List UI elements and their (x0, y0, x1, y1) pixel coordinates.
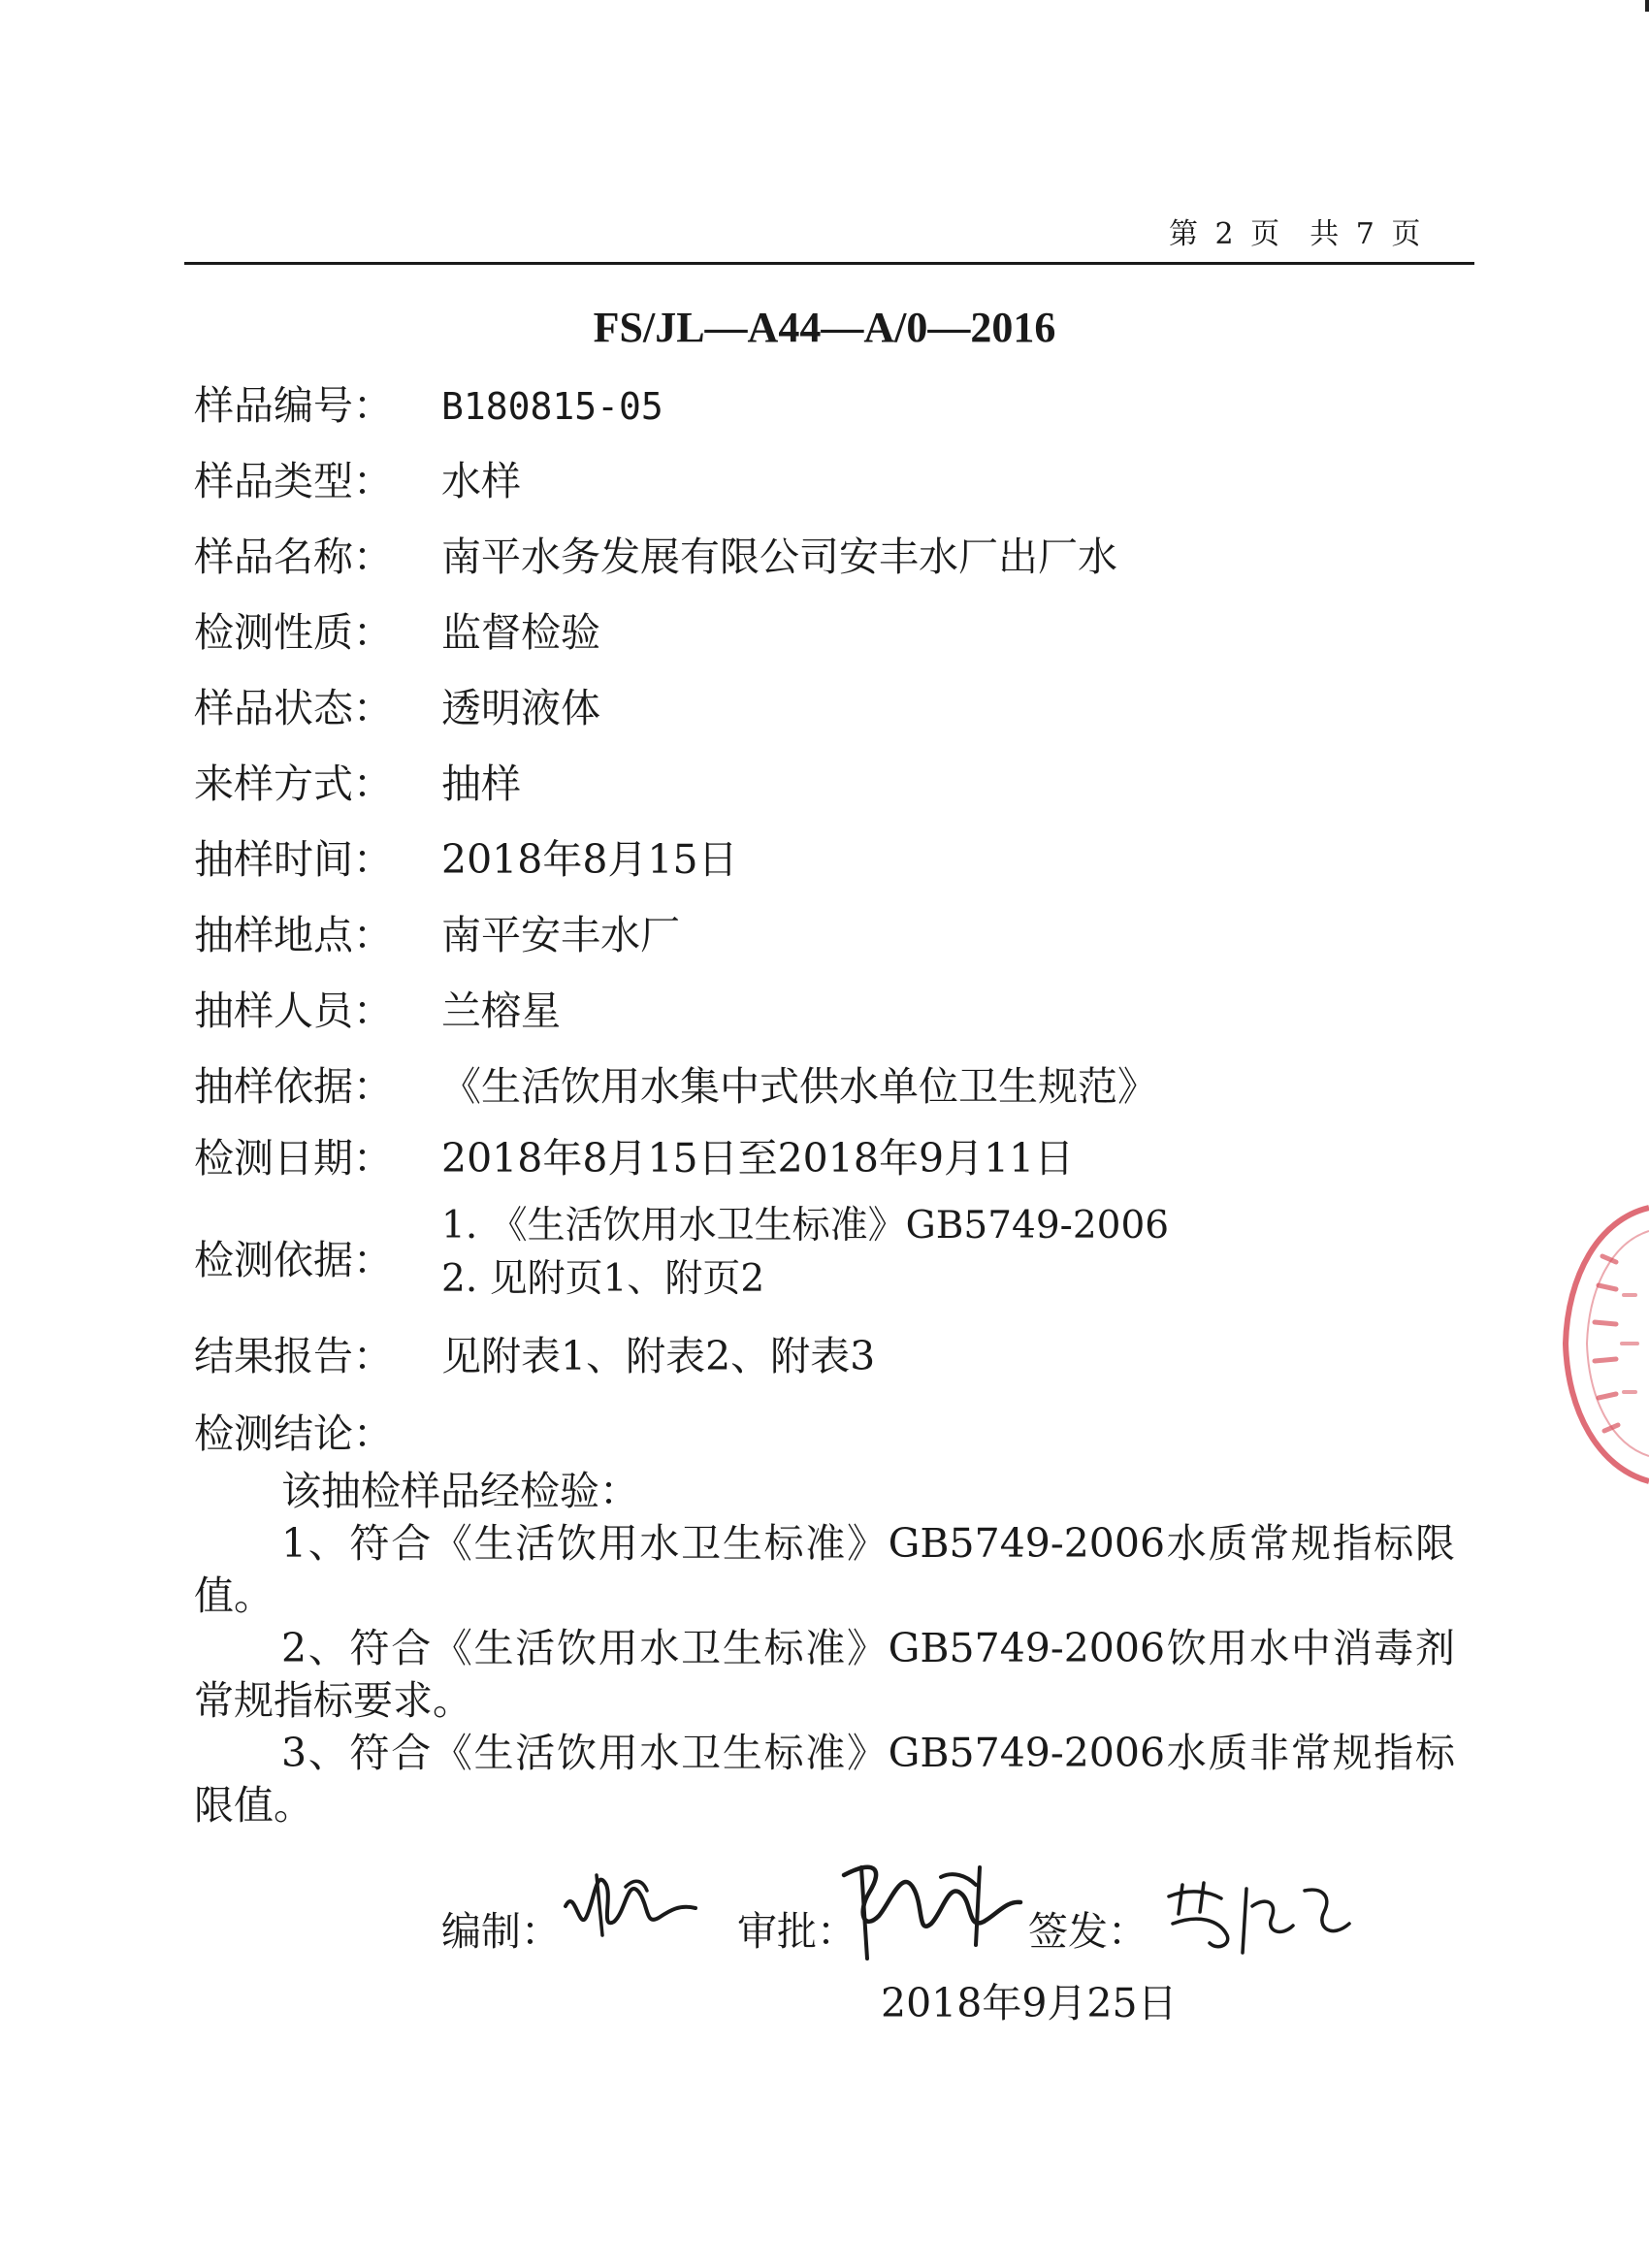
issued-signature (1159, 1867, 1363, 1964)
conclusion-item: 1、符合《生活饮用水卫生标准》GB5749-2006水质常规指标限值。 (194, 1520, 1455, 1619)
scan-edge-mark (1645, 0, 1649, 12)
field-label: 抽样时间： (194, 836, 393, 883)
field-value: 2018年8月15日 (441, 836, 738, 883)
field-sample-name (194, 532, 1117, 582)
field-value: 监督检验 (441, 609, 600, 656)
document-code: FS/JL—A44—A/0—2016 (593, 304, 1056, 351)
field-sample-id (194, 380, 663, 432)
field-value: 见附表1、附表2、附表3 (441, 1333, 876, 1379)
page-number: 第 2 页 共 7 页 (1169, 217, 1425, 251)
field-label: 样品类型： (194, 458, 393, 504)
approved-signature (834, 1838, 1028, 1964)
field-result-report (194, 1331, 875, 1381)
field-label: 抽样人员： (194, 988, 393, 1034)
approved-label: 审批： (737, 1908, 857, 1955)
field-label: 样品状态： (194, 685, 393, 731)
field-value: 《生活饮用水集中式供水单位卫生规范》 (441, 1063, 1157, 1110)
prepared-signature (558, 1848, 703, 1955)
conclusion-label (194, 1409, 441, 1459)
prepared-label: 编制： (441, 1908, 561, 1955)
conclusion-item: 3、符合《生活饮用水卫生标准》GB5749-2006水质非常规指标限值。 (194, 1730, 1455, 1829)
field-label: 检测结论： (194, 1410, 393, 1457)
basis-item: 2. 见附页1、附页2 (441, 1257, 765, 1301)
field-label: 抽样依据： (194, 1063, 393, 1110)
field-value: B180815-05 (441, 385, 663, 428)
field-label: 样品编号： (194, 382, 393, 429)
field-sample-type (194, 456, 521, 506)
field-value: 南平安丰水厂 (441, 912, 680, 958)
conclusion-body (194, 1465, 1455, 1831)
issued-label: 签发： (1028, 1908, 1148, 1955)
field-sampling-location (194, 910, 680, 960)
field-value: 抽样 (441, 761, 521, 807)
field-test-date (194, 1133, 1074, 1183)
field-value: 透明液体 (441, 685, 600, 731)
field-label: 抽样地点： (194, 912, 393, 958)
signoff-date: 2018年9月25日 (881, 1980, 1178, 2026)
field-label: 结果报告： (194, 1333, 393, 1379)
field-label: 检测性质： (194, 609, 393, 656)
basis-item: 1. 《生活饮用水卫生标准》GB5749-2006 (441, 1204, 1170, 1247)
field-test-nature (194, 607, 600, 658)
header-rule (184, 262, 1474, 265)
field-sampler (194, 986, 561, 1036)
field-sampling-basis (194, 1061, 1157, 1112)
field-label: 检测日期： (194, 1135, 393, 1182)
field-value: 南平水务发展有限公司安丰水厂出厂水 (441, 534, 1117, 580)
field-value: 水样 (441, 458, 521, 504)
field-value: 兰榕星 (441, 988, 561, 1034)
field-label: 样品名称： (194, 534, 393, 580)
field-sample-state (194, 683, 600, 733)
field-label: 来样方式： (194, 761, 393, 807)
conclusion-intro: 该抽检样品经检验： (281, 1468, 639, 1514)
field-sampling-time (194, 834, 738, 885)
basis-label: 检测依据： (194, 1237, 393, 1283)
official-seal-stamp (1560, 1198, 1649, 1489)
field-value: 2018年8月15日至2018年9月11日 (441, 1135, 1075, 1182)
field-sampling-method (194, 759, 521, 809)
conclusion-item: 2、符合《生活饮用水卫生标准》GB5749-2006饮用水中消毒剂常规指标要求。 (194, 1625, 1455, 1724)
